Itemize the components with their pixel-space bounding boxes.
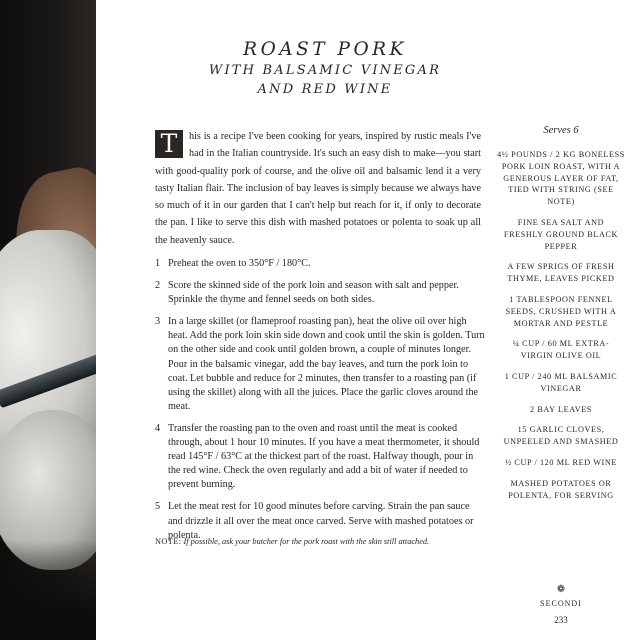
ingredient-item: 1 CUP / 240 ML BALSAMIC VINEGAR [504,371,618,393]
food-photo [0,0,96,640]
step-number: 1 [155,258,161,269]
step-text: Let the meat rest for 10 good minutes before carving. Strain the pan sauce and drizzle it all over the meat once carved. Serve with mashed potatoes or polenta. [168,501,474,541]
ingredient-item: ¼ CUP / 60 ML EXTRA-VIRGIN OLIVE OIL [512,339,610,361]
step-number: 2 [155,280,161,292]
ingredient-item: ½ CUP / 120 ML RED WINE [505,457,617,467]
method-steps [155,257,485,551]
intro-text: his is a recipe I've been cooking for years, inspired by rustic meals I've had in the Italian countryside. It's such an easy dish to make—you start with good-quality pork of course, and the olive oil and balsamic lend it a very tasty Italian flair. The inclusion of bay leaves is simply because we always have so much of it in our garden that I can't help but reach for it, if only to decorate the pan. I like to serve this dish with mashed potatoes or polenta to soak up all the heavenly sauce. [155,131,481,246]
dropcap: T [155,130,183,158]
step-text: Score the skinned side of the pork loin and season with salt and pepper. Sprinkle the thyme and fennel seeds on both sides. [168,280,459,306]
step-number: 3 [155,316,161,328]
step-number: 5 [155,501,161,513]
ingredient-item: 15 GARLIC CLOVES, UNPEELED AND SMASHED [503,425,619,447]
title-line-3: AND RED WINE [257,82,393,97]
page-footer [497,584,625,626]
note-label: NOTE: [155,537,182,546]
step-item [155,422,485,492]
step-text: Transfer the roasting pan to the oven and roast until the meat is cooked through, about 1 hour 10 minutes. If you have a meat thermometer, it should read 145°F / 63°C at the thickest part of the roast. Halfway though, pour in the red wine. Check the oven regularly and add a bit of water if needed to prevent burning. [168,422,480,491]
ingredient-item: 2 BAY LEAVES [530,404,592,414]
title-line-2: WITH BALSAMIC VINEGAR [208,63,442,78]
ingredient-list [497,149,625,510]
ingredient-item: 4½ POUNDS / 2 KG BONELESS PORK LOIN ROAST, WITH A GENEROUS LAYER OF FAT, TIED WITH STRING (SEE NOTE) [497,150,625,207]
ingredient-item: FINE SEA SALT AND FRESHLY GROUND BLACK PEPPER [503,217,619,251]
intro-paragraph [155,128,481,249]
step-text: Preheat the oven to 350°F / 180°C. [168,258,311,269]
ingredient-item: MASHED POTATOES OR POLENTA, FOR SERVING [508,478,614,500]
step-item [155,279,485,307]
photo-shadow [0,540,96,640]
recipe-title [150,39,500,99]
ingredient-item: A FEW SPRIGS OF FRESH THYME, LEAVES PICKED [507,262,615,284]
step-number: 4 [155,422,161,434]
section-name: SECONDI [540,599,582,608]
page-number: 233 [554,615,568,625]
recipe-note [155,536,485,548]
flower-icon: ❁ [556,584,566,595]
step-item [155,257,485,271]
title-line-1: ROAST PORK [243,39,407,60]
ingredient-item: 1 TABLESPOON FENNEL SEEDS, CRUSHED WITH A MORTAR AND PESTLE [505,294,617,328]
step-text: In a large skillet (or flameproof roasting pan), heat the olive oil over high heat. Add the pork loin skin side down and cook until the skin is golden. Turn on the other side and cook until golden brown, a couple of minutes longer. Pour in the balsamic vinegar, add the bay leaves, and turn the pork loin to coat. Let bubble and reduce for 2 minutes, then transfer to a roasting pan (if using the skillet) along with all the juices. Place the garlic cloves around the meat. [168,316,485,412]
note-text: If possible, ask your butcher for the pork roast with the skin still attached. [183,537,430,546]
step-item [155,315,485,414]
serves: Serves 6 [543,125,579,136]
